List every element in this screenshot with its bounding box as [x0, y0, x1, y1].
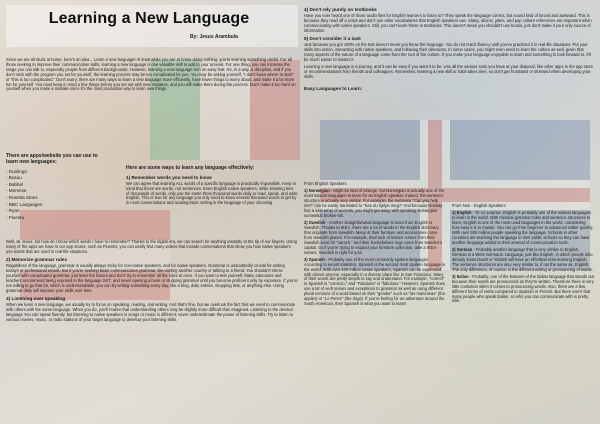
spanish-entry — [304, 258, 446, 307]
article-byline: By: Jesus Arambula — [190, 34, 238, 40]
spanish-body: - Probably one of the most commonly spoken languages. According to recent statistics, Spanish is the second most spoken language in the world. With over 400 million native speakers, Spanish can be expressed with almost anyone, especially in a diverse place like in San Francisco. Many of their words are pretty simple to say and understand. For example, "correct" in Spanish is "correcto," and "Fabuloso" is "fabuloso." However, Spanish does use a lot of verb tenses and exceptions to grammar as well as using different plural versions of a word based on their "gender" such as "las manzanas" (the apples) or "Lo Perror" (the dogs). If you're feeling for an adventure around the South American, then Spanish is what you want to learn! — [304, 256, 446, 307]
tips-block — [126, 166, 298, 209]
easy-languages-col-right — [452, 182, 594, 307]
norwegian-title: 1) Norwegian — [304, 188, 330, 194]
app-item: - Babbel — [6, 181, 24, 187]
article-title: Learning a New Language — [48, 10, 250, 27]
apps-followup: Well, ok Jesus, but how do I know which words I have to remember? Thanks to the digital era, we can search for anything instantly at the tip of our fingers. Using many of the apps we have in our app stores, such as FluentU, you can easily find many videos that include conversations that show you how native speakers use words that are used in real-life situations. — [6, 239, 297, 254]
norwegian-entry — [304, 189, 446, 218]
norwegian-body: - Might be kind of strange, but Norwegian is actually one of the most natural languages to learn for an English speaker. Indeed, the sentence structure is actually very similar. For example, the sentence "Can you help me?" can be easily translated to "Kan du hjelpe meg?" And because Norway has a vast array of accents, you might get away with speaking Norwegian somewhat broken-ish. — [304, 188, 445, 218]
swedish-body: - Another straightforward language to learn from English is Swedish. Thanks to IKEA, there are a lot of words in the English dictionary that originate from Swedish. Many of their furniture and accessories come from Swedish places. For example, their lack of lettuce comes from their Swedish word for "varsch," and their bookshelves rugs come from Sweden's capital. So if you're trying to expand your furniture collection, take a IKEA names; Swedish is right for you! — [304, 220, 442, 255]
intro-block — [6, 58, 296, 95]
english-entry — [452, 211, 594, 245]
from-non-english-label: From Non - English Speakers — [452, 203, 506, 208]
intro-paragraph: Since we are all stuck at home, here's an idea... Learn a new language! At least while you are at home doing nothing, you're learning something useful. For all those seeking to improve their communication skills, learning a new language is one valuable skill to add to your arsenal. For one thing, you can increase the range you can talk to, especially people from different backgrounds. However, learning a new language isn't an easy feat. It's, in a way, a discipline, and if you don't stick with the program you set for yourself, the learning process may be too complicated for you. You may be asking yourself, "I don't know where to start" or "this is too complicated." Don't worry, there are many ways to learn a new language more efficiently, have fewer things to worry about, and make it a lot more fun for yourself. You must keep in mind a few things before you set out with new mistakes, and you will make them during the process. Don't make it too hard on yourself when you make a mistake since it's the most productive way to learn new things. — [6, 57, 296, 92]
swedish-title: 2) Swedish — [304, 220, 326, 226]
italian-title: 3) Italian — [452, 273, 469, 279]
german-entry — [452, 248, 594, 273]
italian-entry — [452, 275, 594, 304]
apps-list — [6, 169, 106, 222]
tip4-title: 4) Don't rely purely on textbooks — [304, 7, 377, 12]
apps-block — [6, 152, 106, 221]
tip3-title: 3) Listening over speaking — [6, 296, 66, 302]
tip4-body: Have you ever heard one of those audio files for English learners to listen to? They speak the language correct, but sound kind of forced and awkward. This is because they read off a script and don't use other vocabularies that English speakers use. Slang, idioms, jokes, and pop culture references are important when communicating with native speakers. Still, you can't learn these in textbooks. This doesn't mean you shouldn't use books, just don't make it your only source of information. — [304, 12, 592, 33]
german-body: - Probably another language that is very similar to English, German is a West Germanic Language, just like English, in which people who already know Dutch or Yiddish will have an effortless time learning English. The sentence structures are also very similar to, if not the same as, English. The only difference, of course, is the different writing or pronouncing of words. — [452, 247, 593, 272]
tips-heading: Here are some ways to learn any language effectively: — [126, 165, 255, 171]
tip1-title: 1) Remember words you need to know — [126, 174, 212, 180]
app-item: - Memrise — [6, 188, 27, 194]
tip2-title: 2) Memorize grammar rules — [6, 257, 67, 263]
closing-paragraph: Learning a new language is a journey, and it can be easy if you want it to be. Use all the various tools you have at your disposal, like other apps in the app store or recommendations from friends and colleagues. Remember, learning a new skill or habit takes time, so don't get frustrated or stressed when developing your skills. — [304, 64, 593, 80]
app-item: - Duolingo — [6, 168, 27, 174]
swedish-entry — [304, 221, 446, 255]
app-item: - Ryan — [6, 208, 20, 214]
german-title: 2) German — [452, 247, 473, 253]
tip3-body: When we learn a new language, we usually try to focus on speaking, reading, and writing. And that's fine, but we overlook the fact that we need to communicate with others with the same language. When you do, you'll realize that understanding others may be slightly more difficult than imagined. Listening to the desired language You can speak fluently, but listening to native speakers in songs or music is different; never underestimate the power of listening skills. Try to listen to various movies, music, or radio stations of your target language to develop your listening skills. — [6, 302, 296, 322]
tip1-body: We can agree that learning ALL words of a specific language is practically impossible. Keep in mind that these are words, not sentences. Even English native speakers, while knowing tens of thousands of words, only use the same three thousand words daily to read, speak, and write English. This is true for any language you only need to know several thousand words to get by in most conversations and reading basic writing in the language of your choosing. — [126, 180, 298, 206]
italian-body: - Probably, one of the features of the Italian language that stands out because their words are pronounced as they're written. Therefore there is very little confusion when it comes to pronouncing words. Also, there are a few different forms of verbs compared to Spanish or French. But there aren't that many people who speak Italian, so who you can communicate with is pretty slim. — [452, 273, 594, 304]
lower-left-block — [6, 240, 298, 325]
right-top-block — [304, 5, 594, 93]
app-item: - Rosetta Stone — [6, 194, 38, 200]
easy-languages-heading: Easy Languages to Learn: — [304, 85, 363, 91]
english-body: - To no surprise, English is probably one of the easiest languages to learn in the world. With minimal grammar rules and sentence structures to learn, English is one of the most used languages in the world, considering how easy it is to master. You can go from beginner to advanced rather quickly. With over 900 million people speaking the language. Schools in other countries are teaching the language in their public schools so they can have another language added to their arsenal of communication tools. — [452, 210, 594, 245]
tip5-body: Just because you got 100% on the test doesn't mean you know the language. You do not reach fluency until you've practiced it in real-life situations. Put your skills into action, interacting with native speakers, and following their directions. In some cases, you might even need to learn the culture as well, given that many aspects of the nature of a language come from the root of the culture. If you make your language enjoyable to learn and something to look forward to, it'll be much easier to master it. — [304, 42, 592, 62]
tip2-body: Regardless of the language, grammar is usually always tricky for non-native speakers, and for native speakers. Grammar is undoubtedly crucial for writing essays or professional emails. But if you're seeking basic communication grammar, like visiting another country or talking to a friend, You shouldn't stress yourself with complicated grammar; just learn the basics and don't try to remember all the rules at once. If you want to test yourself, Many educators and teachers recommend being exposed to the language 24/7, and never opening a book or studying grammar until you become proficient only by exposure. If you're not willing to go that far, which is understandable, you can try writing something every day, like a blog, daily entries, shopping lists, or anything else. Using grammar daily will improve your skills over time. — [6, 263, 298, 293]
from-english-label: From English Speakers — [304, 181, 347, 186]
english-title: 1) English — [452, 210, 472, 216]
app-item: - BBC Languages — [6, 201, 43, 207]
app-item: - Fluentu — [6, 214, 25, 220]
easy-languages-col-left — [304, 182, 446, 309]
apps-heading: There are apps/website you can use to learn new languages: — [6, 153, 98, 165]
spanish-title: 3) Spanish — [304, 256, 325, 262]
app-item: - Busuu — [6, 175, 22, 181]
tip5-title: 5) Don't consider it a task — [304, 36, 361, 42]
